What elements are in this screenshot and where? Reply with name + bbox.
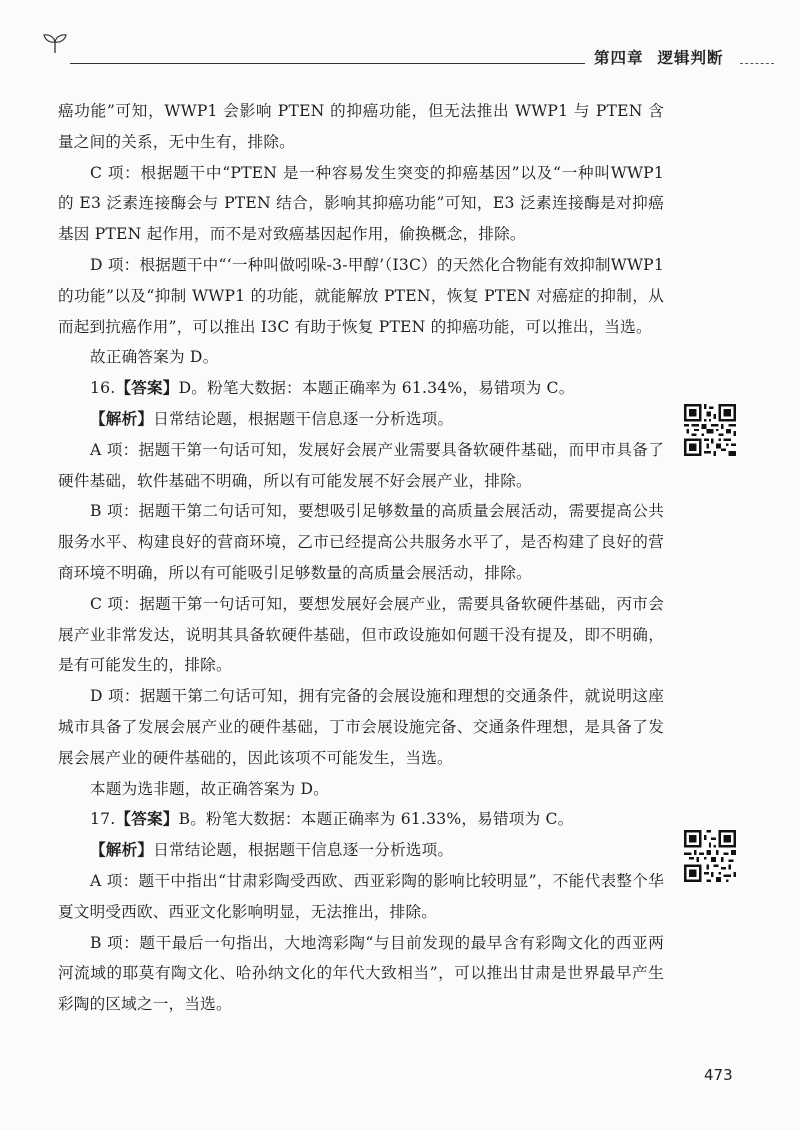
qr-code-icon[interactable] — [684, 404, 736, 456]
paragraph: C 项：根据题干中“PTEN 是一种容易发生突变的抑癌基因”以及“一种叫WWP1 的 E3 泛素连接酶会与 PTEN 结合，影响其抑癌功能”可知，E3 泛素连接酶是对抑癌基因 PTEN 起作用，而不是对致癌基因起作用，偷换概念，排除。 — [58, 163, 664, 244]
q17-number: 17. — [90, 810, 116, 829]
answer-tag: 【答案】 — [115, 809, 179, 829]
analysis-tag: 【解析】 — [90, 840, 154, 860]
q17-analysis: 日常结论题，根据题干信息逐一分析选项。 — [153, 841, 454, 860]
header-rule — [70, 63, 585, 64]
paragraph: A 项：据题干第一句话可知，发展好会展产业需要具备软硬件基础，而甲市具备了硬件基础，软件基础不明确，所以有可能发展不好会展产业，排除。 — [58, 440, 664, 490]
q17-analysis-line — [58, 835, 664, 866]
section-label: 逻辑判断 — [657, 49, 724, 67]
chapter-label: 第四章 — [594, 49, 644, 67]
paragraph: D 项：据题干第二句话可知，拥有完备的会展设施和理想的交通条件，就说明这座城市具备了发展会展产业的硬件基础，丁市会展设施完备、交通条件理想，是具备了发展会展产业的硬件基础的，因此该项不可能发生，当选。 — [58, 687, 664, 767]
paragraph: 故正确答案为 D。 — [90, 348, 219, 367]
q16-answer: D。粉笔大数据：本题正确率为 61.34%，易错项为 C。 — [178, 379, 575, 398]
q16-answer-line — [58, 373, 664, 404]
answer-tag: 【答案】 — [115, 378, 179, 398]
paragraph: B 项：据题干第二句话可知，要想吸引足够数量的高质量会展活动，需要提高公共服务水平、构建良好的营商环境，乙市已经提高公共服务水平了，是否构建了良好的营商环境不明确，所以有可能吸引足够数量的高质量会展活动，排除。 — [58, 502, 664, 582]
analysis-tag: 【解析】 — [90, 408, 154, 428]
page-number: 473 — [704, 1066, 733, 1084]
page-header — [0, 0, 800, 80]
page-body — [58, 96, 664, 1020]
q16-analysis: 日常结论题，根据题干信息逐一分析选项。 — [153, 409, 454, 428]
paragraph: D 项：根据题干中“‘一种叫做吲哚-3-甲醇’（I3C）的天然化合物能有效抑制WWP1 的功能”以及“抑制 WWP1 的功能，就能解放 PTEN，恢复 PTEN 对癌症的抑制，从而起到抗癌作用”，可以推出 I3C 有助于恢复 PTEN 的抑癌功能，可以推出，当选。 — [58, 255, 664, 336]
chapter-title — [594, 46, 724, 68]
paragraph: C 项：据题干第一句话可知，要想发展好会展产业，需要具备软硬件基础，丙市会展产业非常发达，说明其具备软硬件基础，但市政设施如何题干没有提及，即不明确，是有可能发生的，排除。 — [58, 594, 664, 675]
q16-number: 16. — [90, 379, 116, 398]
paragraph: 本题为选非题，故正确答案为 D。 — [90, 779, 329, 798]
paragraph: 癌功能”可知，WWP1 会影响 PTEN 的抑癌功能，但无法推出 WWP1 与 PTEN 含量之间的关系，无中生有，排除。 — [58, 102, 664, 151]
q17-answer-line — [58, 804, 664, 835]
q16-analysis-line — [58, 404, 664, 435]
header-rule-dashed — [740, 63, 774, 64]
paragraph: A 项：题干中指出“甘肃彩陶受西欧、西亚彩陶的影响比较明显”，不能代表整个华夏文明受西欧、西亚文化影响明显，无法推出，排除。 — [58, 871, 664, 921]
sprout-icon — [42, 34, 68, 54]
q17-answer: B。粉笔大数据：本题正确率为 61.33%，易错项为 C。 — [178, 810, 574, 829]
qr-code-icon[interactable] — [684, 830, 736, 882]
paragraph: B 项：题干最后一句指出，大地湾彩陶“与目前发现的最早含有彩陶文化的西亚两河流域的耶莫有陶文化、哈孙纳文化的年代大致相当”，可以推出甘肃是世界最早产生彩陶的区域之一，当选。 — [58, 933, 664, 1014]
